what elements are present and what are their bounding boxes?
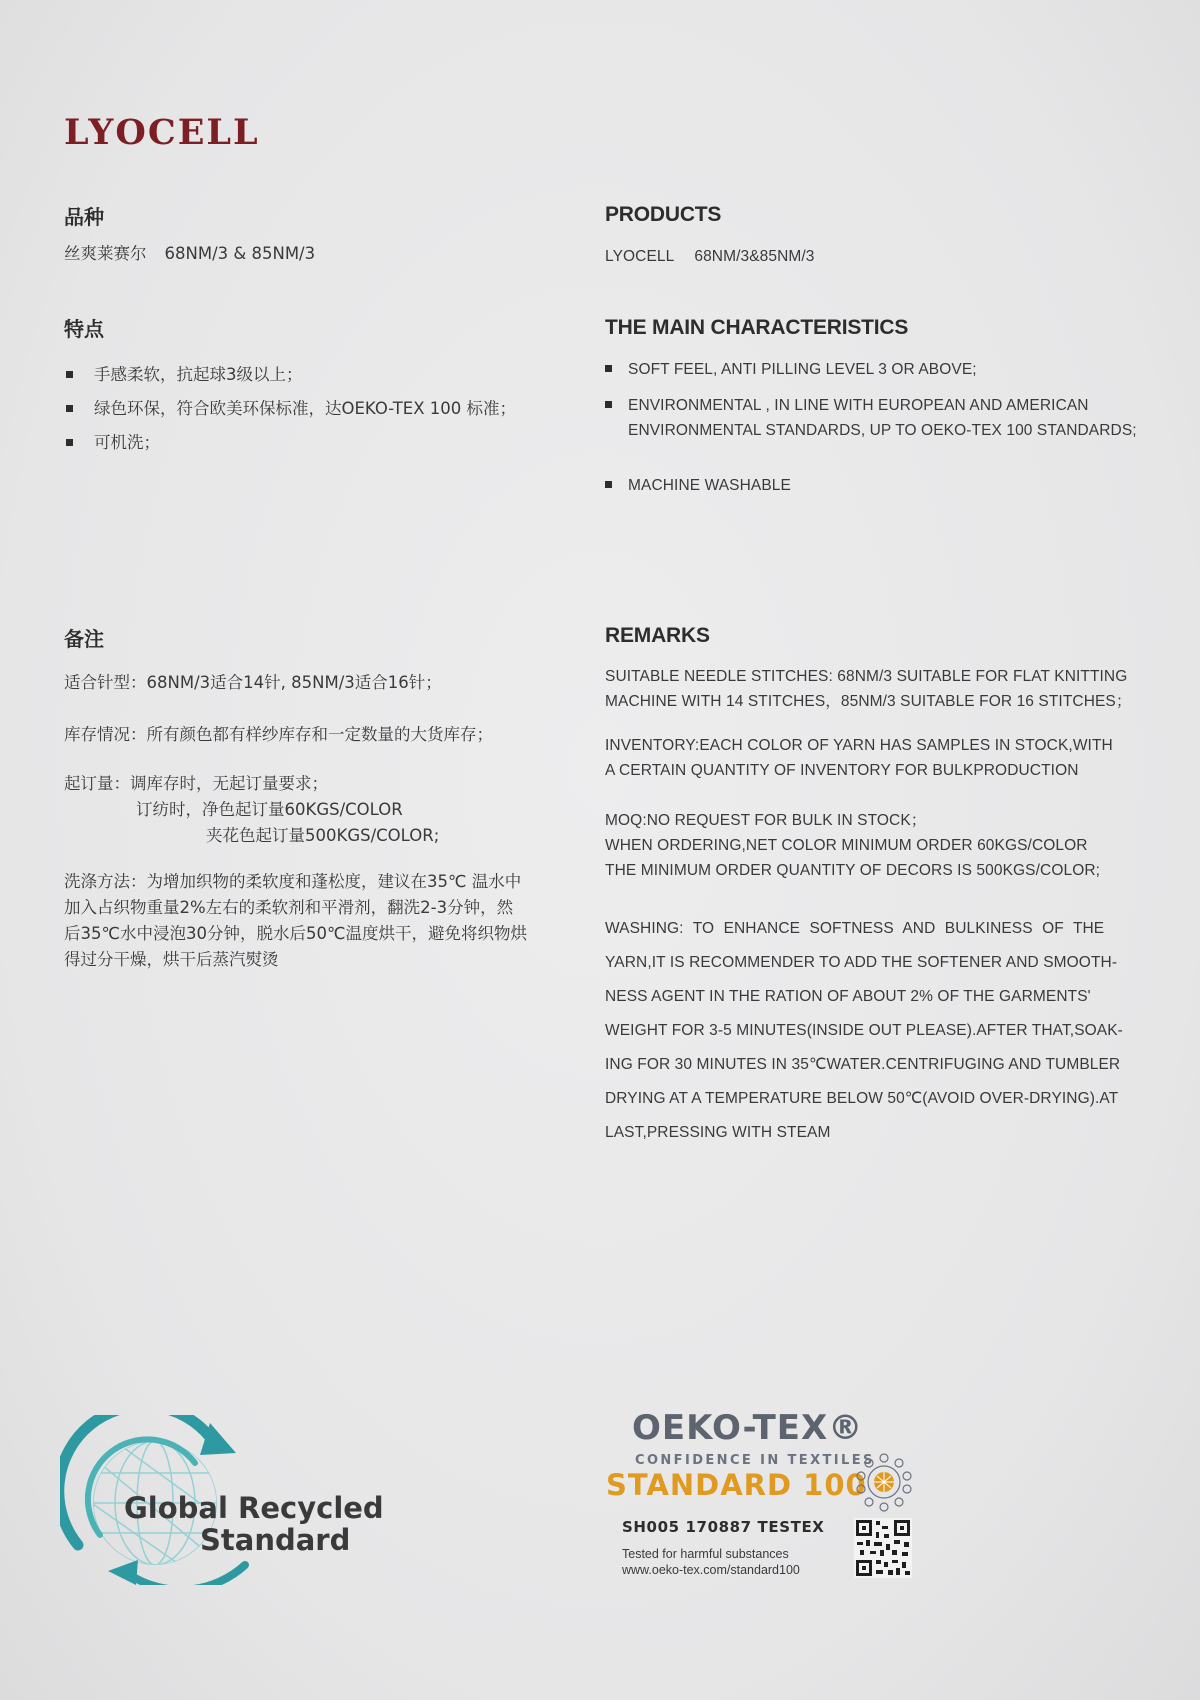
bullet-square-icon [605, 481, 612, 488]
qr-code-icon [854, 1518, 912, 1578]
en-inventory-line: INVENTORY:EACH COLOR OF YARN HAS SAMPLES IN STOCK,WITH [605, 737, 1113, 754]
zh-features-heading: 特点 [64, 317, 104, 341]
en-products-name: LYOCELL [605, 248, 675, 265]
oeko-note-line: Tested for harmful substances [622, 1547, 789, 1561]
oeko-tex-label [600, 1400, 930, 1590]
en-washing-line: DRYING AT A TEMPERATURE BELOW 50℃(AVOID OVER-DRYING).AT [605, 1090, 1119, 1107]
en-inventory-block [605, 733, 1113, 783]
en-products-line [605, 244, 815, 269]
zh-inventory-text: 库存情况：所有颜色都有样纱库存和一定数量的大货库存； [64, 725, 493, 744]
oeko-note-line: www.oeko-tex.com/standard100 [622, 1563, 800, 1577]
en-inventory-line: A CERTAIN QUANTITY OF INVENTORY FOR BULKPRODUCTION [605, 762, 1079, 779]
en-moq-line: MOQ:NO REQUEST FOR BULK IN STOCK； [605, 812, 927, 829]
en-washing-line: WEIGHT FOR 3-5 MINUTES(INSIDE OUT PLEASE).AFTER THAT,SOAK- [605, 1022, 1123, 1039]
zh-moq-block [64, 771, 439, 849]
oeko-note [622, 1546, 800, 1578]
zh-products-name: 丝爽莱赛尔 [64, 244, 147, 263]
en-moq-line: WHEN ORDERING,NET COLOR MINIMUM ORDER 60KGS/COLOR [605, 837, 1088, 854]
zh-moq-line: 夹花色起订量500KGS/COLOR; [206, 826, 440, 845]
zh-feature-item: 绿色环保，符合欧美环保标准，达OEKO-TEX 100 标准； [64, 396, 584, 430]
zh-washing-block [64, 869, 527, 973]
bullet-square-icon [605, 365, 612, 372]
en-characteristics-list [605, 357, 1185, 498]
oeko-title: OEKO-TEX® [632, 1408, 864, 1448]
en-moq-line: THE MINIMUM ORDER QUANTITY OF DECORS IS 500KGS/COLOR; [605, 862, 1101, 879]
en-characteristic-item: MACHINE WASHABLE [605, 473, 1185, 498]
oeko-code: SH005 170887 TESTEX [622, 1518, 825, 1536]
en-needle-line: MACHINE WITH 14 STITCHES，85NM/3 SUITABLE FOR 16 STITCHES； [605, 693, 1132, 710]
oeko-standard: STANDARD 100 [606, 1468, 867, 1502]
en-needle-block [605, 664, 1131, 714]
en-washing-line: NESS AGENT IN THE RATION OF ABOUT 2% OF THE GARMENTS' [605, 988, 1091, 1005]
zh-products-heading: 品种 [64, 205, 104, 229]
zh-feature-item: 可机洗； [64, 430, 584, 464]
en-needle-line: SUITABLE NEEDLE STITCHES: 68NM/3 SUITABLE FOR FLAT KNITTING [605, 668, 1128, 685]
zh-needle-text: 适合针型：68NM/3适合14针, 85NM/3适合16针； [64, 673, 442, 692]
zh-products-line [64, 241, 315, 267]
en-washing-block [605, 912, 1123, 1150]
en-products-heading: PRODUCTS [605, 203, 722, 226]
zh-feature-item: 手感柔软，抗起球3级以上； [64, 362, 584, 396]
document-title: LYOCELL [64, 112, 260, 153]
en-moq-block [605, 808, 1100, 883]
oeko-flower-icon [852, 1450, 916, 1514]
grs-logo [60, 1415, 420, 1605]
zh-products-spec: 68NM/3 & 85NM/3 [164, 244, 316, 263]
en-washing-line: LAST,PRESSING WITH STEAM [605, 1124, 831, 1141]
zh-remarks-heading: 备注 [64, 627, 104, 651]
zh-moq-line: 起订量：调库存时，无起订量要求； [64, 774, 328, 793]
bullet-square-icon [66, 371, 73, 378]
zh-moq-line: 订纺时，净色起订量60KGS/COLOR [136, 800, 403, 819]
en-washing-line: WASHING: TO ENHANCE SOFTNESS AND BULKINESS OF THE [605, 920, 1105, 937]
en-washing-line: ING FOR 30 MINUTES IN 35℃WATER.CENTRIFUGING AND TUMBLER [605, 1056, 1121, 1073]
en-products-spec: 68NM/3&85NM/3 [694, 248, 815, 265]
en-characteristic-item: SOFT FEEL, ANTI PILLING LEVEL 3 OR ABOVE; [605, 357, 1185, 382]
zh-washing-line: 加入占织物重量2%左右的柔软剂和平滑剂，翻洗2-3分钟，然 [64, 898, 514, 917]
zh-washing-line: 洗涤方法：为增加织物的柔软度和蓬松度，建议在35℃ 温水中 [64, 872, 522, 891]
zh-features-list [64, 362, 584, 464]
oeko-subtitle: CONFIDENCE IN TEXTILES [635, 1453, 875, 1468]
en-remarks-heading: REMARKS [605, 624, 710, 647]
grs-line2: Standard [200, 1523, 351, 1557]
zh-washing-line: 得过分干燥，烘干后蒸汽熨烫 [64, 950, 279, 969]
en-characteristic-item: ENVIRONMENTAL , IN LINE WITH EUROPEAN AND AMERICAN ENVIRONMENTAL STANDARDS, UP TO OEKO-TEX 100 STANDARDS; [605, 393, 1185, 443]
bullet-square-icon [605, 401, 612, 408]
bullet-square-icon [66, 439, 73, 446]
grs-line1: Global Recycled [124, 1491, 384, 1525]
en-characteristics-heading: THE MAIN CHARACTERISTICS [605, 316, 909, 339]
en-washing-line: YARN,IT IS RECOMMENDER TO ADD THE SOFTENER AND SMOOTH- [605, 954, 1118, 971]
bullet-square-icon [66, 405, 73, 412]
zh-washing-line: 后35℃水中浸泡30分钟，脱水后50℃温度烘干，避免将织物烘 [64, 924, 528, 943]
